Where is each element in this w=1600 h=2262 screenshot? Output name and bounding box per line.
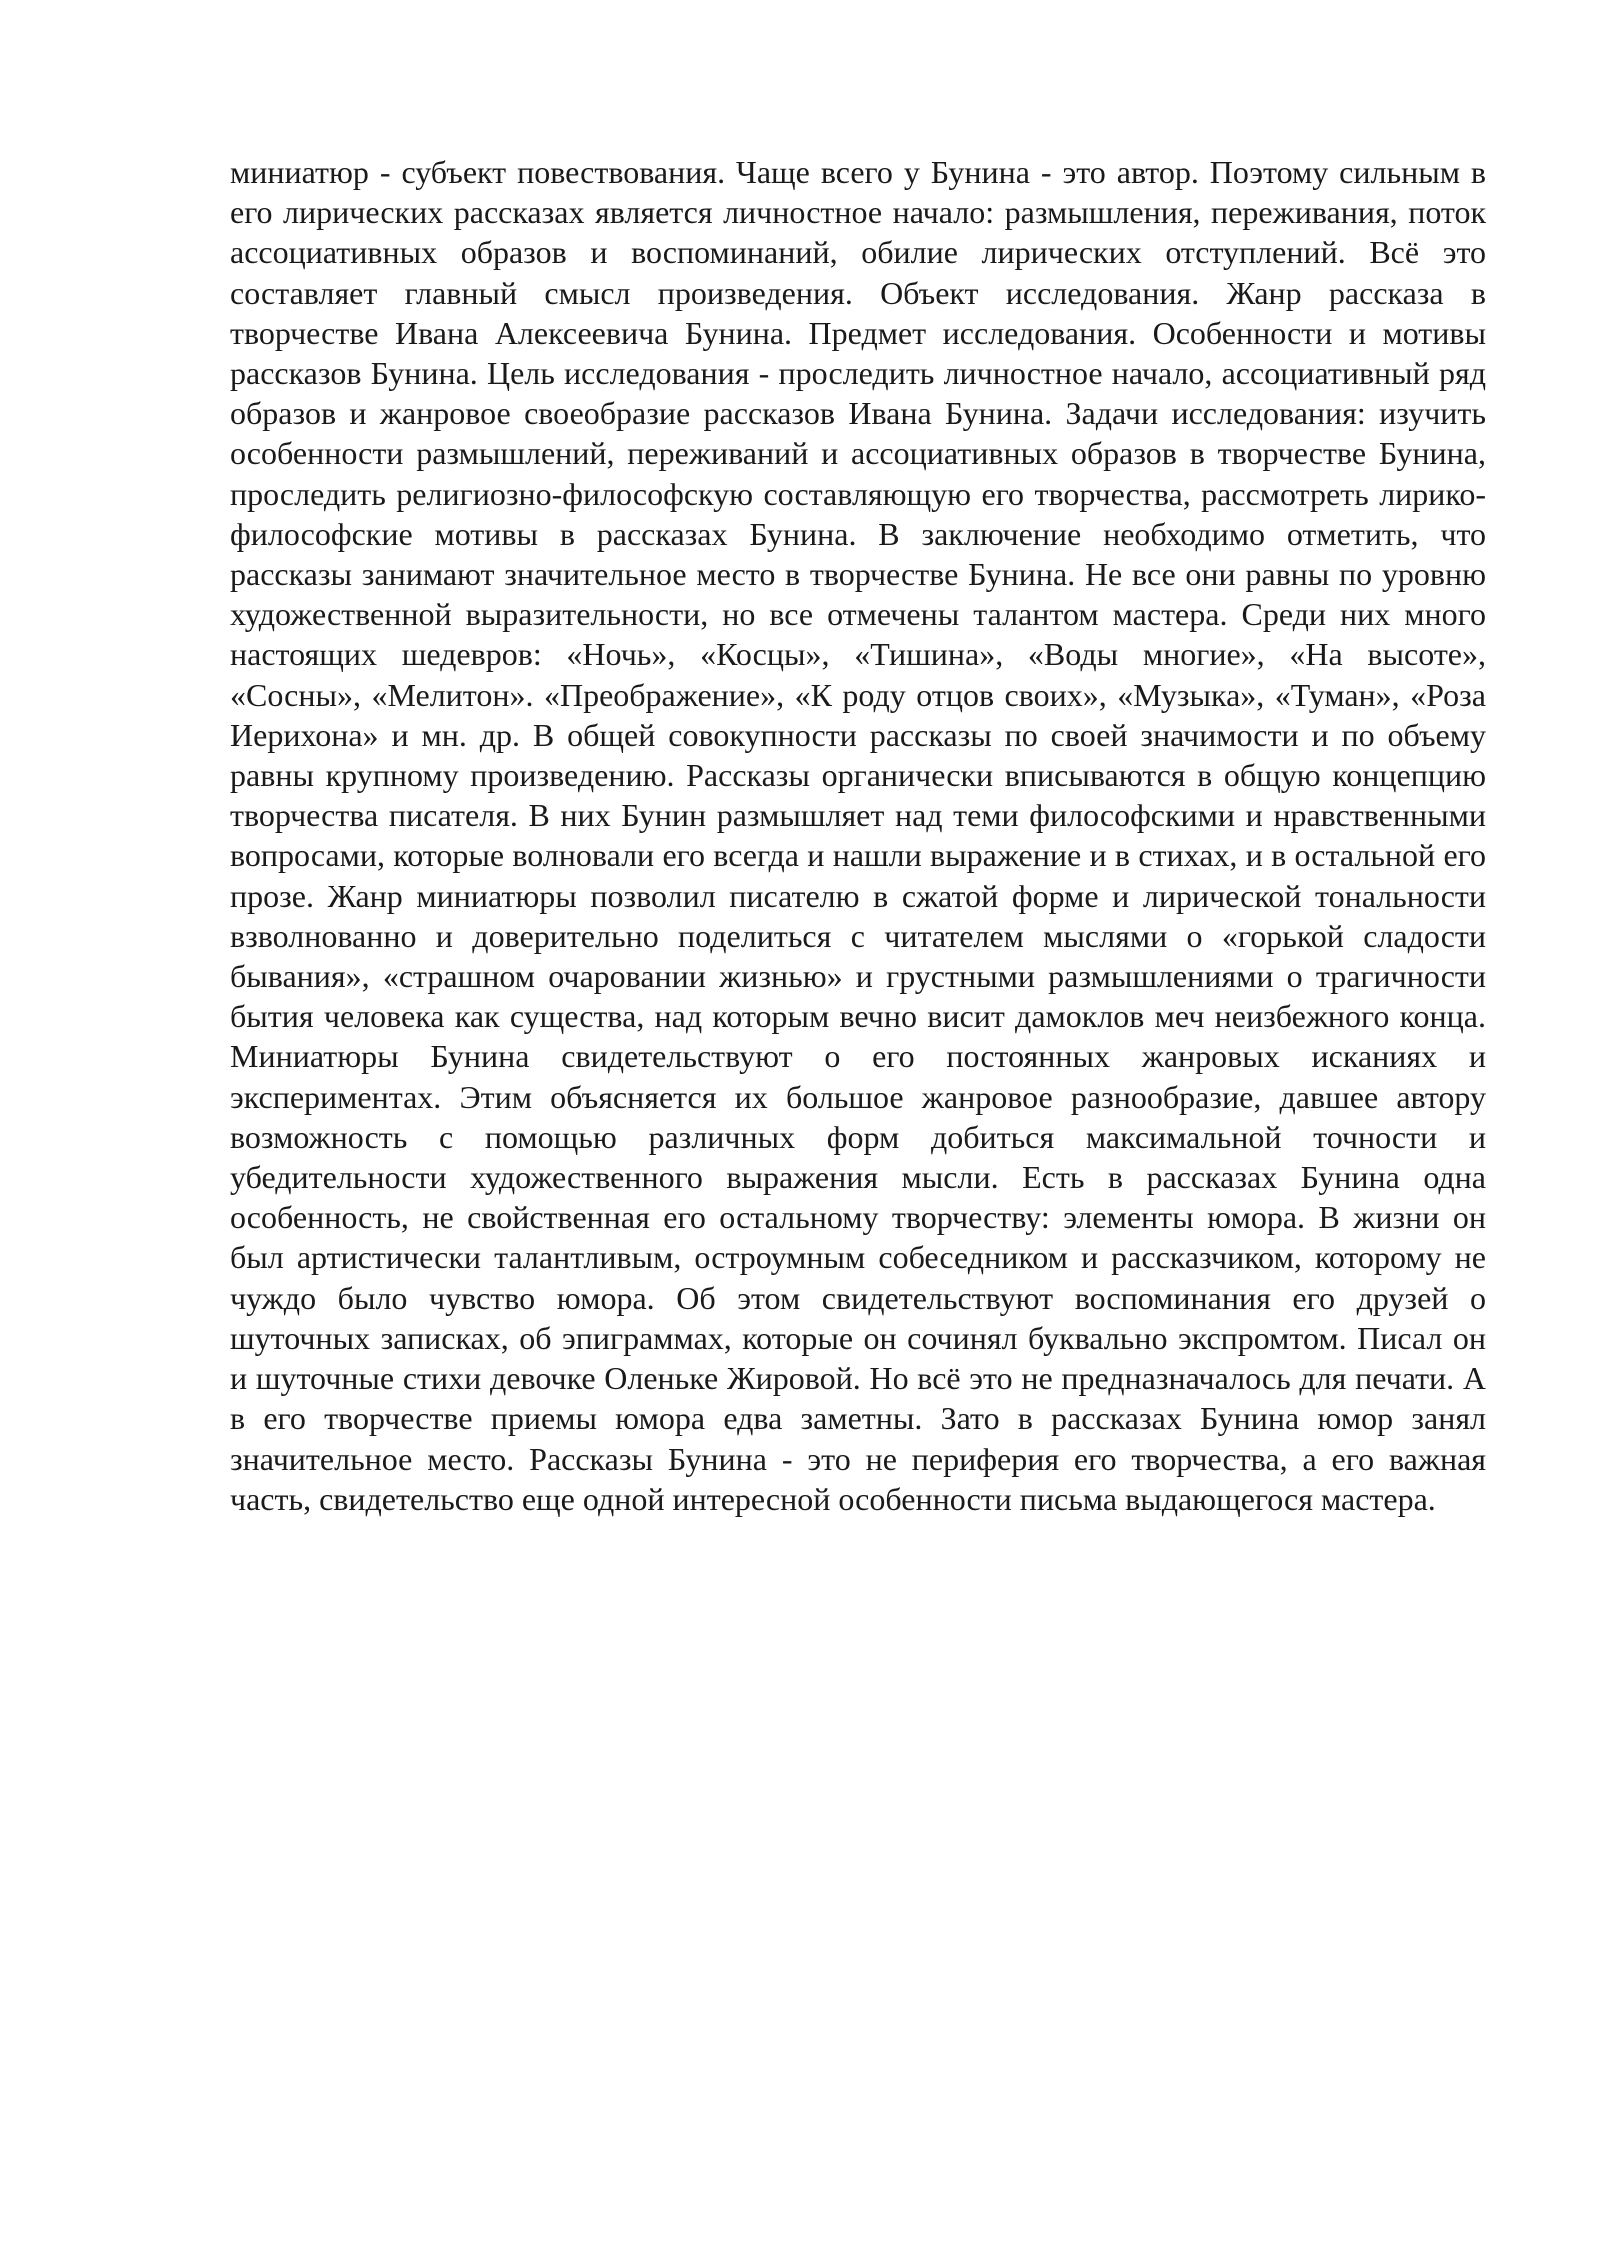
body-paragraph: миниатюр - субъект повествования. Чаще всего у Бунина - это автор. Поэтому сильным в его лирических рассказах является личностное начало: размышления, переживания, поток ассоциативных образов и воспоминаний, обилие лирических отступлений. Всё это составляет главный смысл произведения. Объект исследования. Жанр рассказа в творчестве Ивана Алексеевича Бунина. Предмет исследования. Особенности и мотивы рассказов Бунина. Цель исследования - проследить личностное начало, ассоциативный ряд образов и жанровое своеобразие рассказов Ивана Бунина. Задачи исследования: изучить особенности размышлений, переживаний и ассоциативных образов в творчестве Бунина, проследить религиозно-философскую составляющую его творчества, рассмотреть лирико-философские мотивы в рассказах Бунина. В заключение необходимо отметить, что рассказы занимают значительное место в творчестве Бунина. Не все они равны по уровню художественной выразительности, но все отмечены талантом мастера. Среди них много настоящих шедевров: «Ночь», «Косцы», «Тишина», «Воды многие», «На высоте», «Сосны», «Мелитон». «Преображение», «К роду отцов своих», «Музыка», «Туман», «Роза Иерихона» и мн. др. В общей совокупности рассказы по своей значимости и по объему равны крупному произведению. Рассказы органически вписываются в общую концепцию творчества писателя. В них Бунин размышляет над теми философскими и нравственными вопросами, которые волновали его всегда и нашли выражение и в стихах, и в остальной его прозе. Жанр миниатюры позволил писателю в сжатой форме и лирической тональности взволнованно и доверительно поделиться с читателем мыслями о «горькой сладости бывания», «страшном очаровании жизнью» и грустными размышлениями о трагичности бытия человека как существа, над которым вечно висит дамоклов меч неизбежного конца. Миниатюры Бунина свидетельствуют о его постоянных жанровых исканиях и экспериментах. Этим объясняется их большое жанровое разнообразие, давшее автору возможность с помощью различных форм добиться максимальной точности и убедительности художественного выражения мысли. Есть в рассказах Бунина одна особенность, не свойственная его остальному творчеству: элементы юмора. В жизни он был артистически талантливым, остроумным собеседником и рассказчиком, которому не чуждо было чувство юмора. Об этом свидетельствуют воспоминания его друзей о шуточных записках, об эпиграммах, которые он сочинял буквально экспромтом. Писал он и шуточные стихи девочке Оленьке Жировой. Но всё это не предназначалось для печати. А в его творчестве приемы юмора едва заметны. Зато в рассказах Бунина юмор занял значительное место. Рассказы Бунина - это не периферия его творчества, а его важная часть, свидетельство еще одной интересной особенности письма выдающегося мастера. [230,154,1486,1517]
